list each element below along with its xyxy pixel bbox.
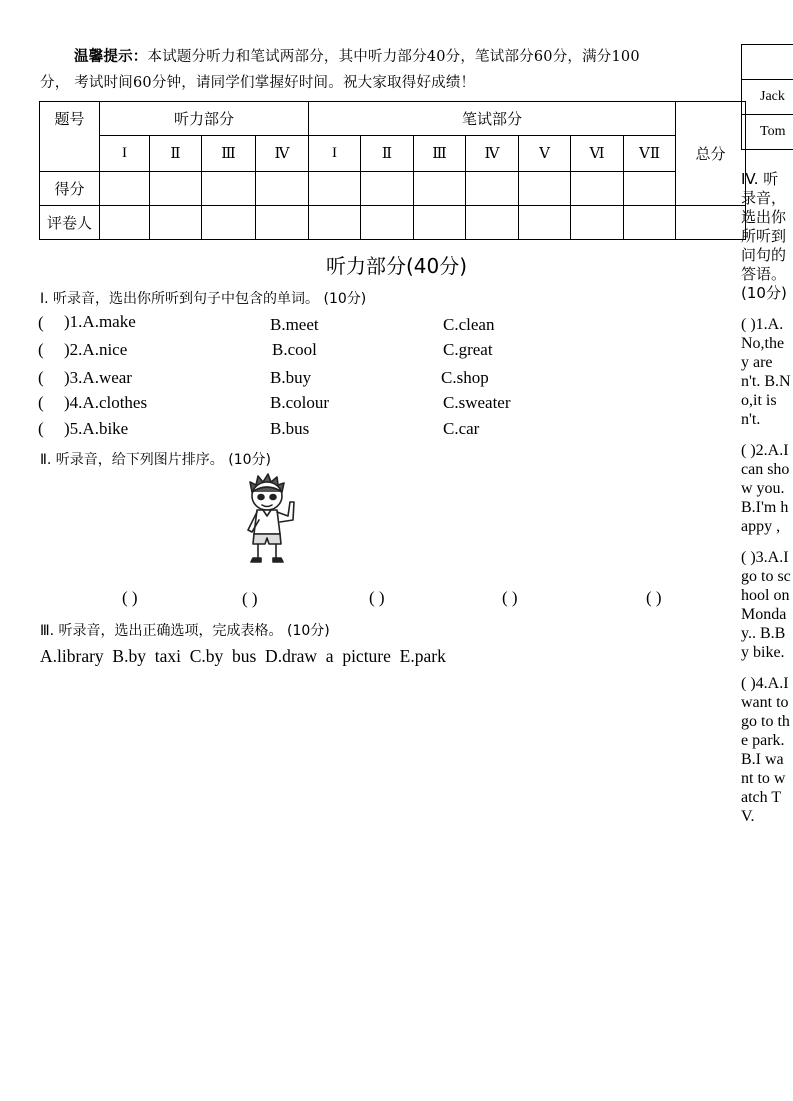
grader-cell[interactable] xyxy=(466,206,519,240)
answer-paren[interactable]: ( xyxy=(38,368,44,387)
grader-cell[interactable] xyxy=(202,206,256,240)
notice-label: 温馨提示： xyxy=(74,48,148,65)
listening-col-3: Ⅲ xyxy=(202,136,256,172)
section3-title: Ⅲ. 听录音，选出正确选项，完成表格。 (10分) xyxy=(40,623,330,639)
score-cell[interactable] xyxy=(466,172,519,206)
writing-col-3: Ⅲ xyxy=(414,136,466,172)
score-cell[interactable] xyxy=(361,172,414,206)
writing-col-5: Ⅴ xyxy=(519,136,571,172)
total-header: 总分 xyxy=(676,102,746,206)
tihao-cell: 题号 xyxy=(40,102,100,172)
score-cell[interactable] xyxy=(309,172,361,206)
score-cell[interactable] xyxy=(624,172,676,206)
score-cell[interactable] xyxy=(100,172,150,206)
grader-row-label: 评卷人 xyxy=(40,206,100,240)
writing-col-7: ⅤⅡ xyxy=(624,136,676,172)
notice-line-2: 分， 考试时间60分钟，请同学们掌握好时间。祝大家取得好成绩！ xyxy=(40,75,476,91)
listening-col-1: I xyxy=(100,136,150,172)
option-c: C.shop xyxy=(441,368,489,387)
order-blank-5[interactable]: ( ) xyxy=(646,588,662,607)
side-table xyxy=(741,44,793,150)
total-cell[interactable] xyxy=(676,206,746,240)
option-a: )3.A.wear xyxy=(64,368,132,387)
option-c: C.clean xyxy=(443,315,495,334)
side-table-jack: Jack xyxy=(742,80,793,115)
boy-picture xyxy=(238,472,300,568)
score-cell[interactable] xyxy=(202,172,256,206)
writing-col-2: Ⅱ xyxy=(361,136,414,172)
writing-header: 笔试部分 xyxy=(309,102,676,136)
score-cell[interactable] xyxy=(150,172,202,206)
option-b: B.meet xyxy=(270,315,319,334)
grader-cell[interactable] xyxy=(256,206,309,240)
section4-question-4: ( )4.A.I want to go to the park. B.I want to watch TV. xyxy=(741,675,790,825)
order-blank-2[interactable]: ( ) xyxy=(242,589,258,608)
section1-title: I. 听录音，选出你所听到句子中包含的单词。 (10分) xyxy=(40,291,367,307)
option-c: C.car xyxy=(443,419,480,438)
section2-title: Ⅱ. 听录音，给下列图片排序。 (10分) xyxy=(40,452,271,468)
answer-paren[interactable]: ( xyxy=(38,393,44,412)
order-blank-4[interactable]: ( ) xyxy=(502,588,518,607)
score-row-label: 得分 xyxy=(40,172,100,206)
answer-paren[interactable]: ( xyxy=(38,419,44,438)
section4-title: IV. 听录音，选出你所听到问句的答语。 (10分) xyxy=(741,170,787,302)
option-b: B.bus xyxy=(270,419,310,438)
order-blank-1[interactable]: ( ) xyxy=(122,588,138,607)
option-a: )1.A.make xyxy=(64,312,136,331)
answer-paren[interactable]: ( xyxy=(38,340,44,359)
notice-line-1: 本试题分听力和笔试两部分，其中听力部分40分，笔试部分60分，满分100 xyxy=(147,49,640,65)
grader-cell[interactable] xyxy=(414,206,466,240)
section4-question-2: ( )2.A.I can show you. B.I'm happy , xyxy=(741,442,790,535)
score-cell[interactable] xyxy=(571,172,624,206)
writing-col-6: Ⅵ xyxy=(571,136,624,172)
section4-column xyxy=(741,170,791,838)
score-table xyxy=(39,101,746,240)
side-table-blank xyxy=(742,45,793,80)
option-c: C.sweater xyxy=(443,393,511,412)
grader-cell[interactable] xyxy=(624,206,676,240)
score-cell[interactable] xyxy=(519,172,571,206)
listening-col-2: Ⅱ xyxy=(150,136,202,172)
section4-question-3: ( )3.A.I go to school on Monday.. B.By bike. xyxy=(741,549,791,661)
grader-cell[interactable] xyxy=(309,206,361,240)
option-a: )2.A.nice xyxy=(64,340,128,359)
answer-paren[interactable]: ( xyxy=(38,313,44,332)
section3-options: A.library B.by taxi C.by bus D.draw a picture E.park xyxy=(40,646,446,666)
option-c: C.great xyxy=(443,340,493,359)
exam-notice xyxy=(40,44,730,96)
option-b: B.buy xyxy=(270,368,312,387)
side-table-tom: Tom xyxy=(742,115,793,150)
score-cell[interactable] xyxy=(414,172,466,206)
listening-col-4: Ⅳ xyxy=(256,136,309,172)
writing-col-4: Ⅳ xyxy=(466,136,519,172)
score-cell[interactable] xyxy=(256,172,309,206)
grader-cell[interactable] xyxy=(100,206,150,240)
section4-question-1: ( )1.A. No,they aren't. B.No,it isn't. xyxy=(741,316,791,428)
grader-cell[interactable] xyxy=(150,206,202,240)
listening-title: 听力部分(40分) xyxy=(325,254,468,278)
grader-cell[interactable] xyxy=(519,206,571,240)
option-b: B.cool xyxy=(272,340,317,359)
writing-col-1: I xyxy=(309,136,361,172)
option-a: )5.A.bike xyxy=(64,419,129,438)
option-b: B.colour xyxy=(270,393,330,412)
grader-cell[interactable] xyxy=(361,206,414,240)
option-a: )4.A.clothes xyxy=(64,393,148,412)
listening-header: 听力部分 xyxy=(100,102,309,136)
grader-cell[interactable] xyxy=(571,206,624,240)
order-blank-3[interactable]: ( ) xyxy=(369,588,385,607)
